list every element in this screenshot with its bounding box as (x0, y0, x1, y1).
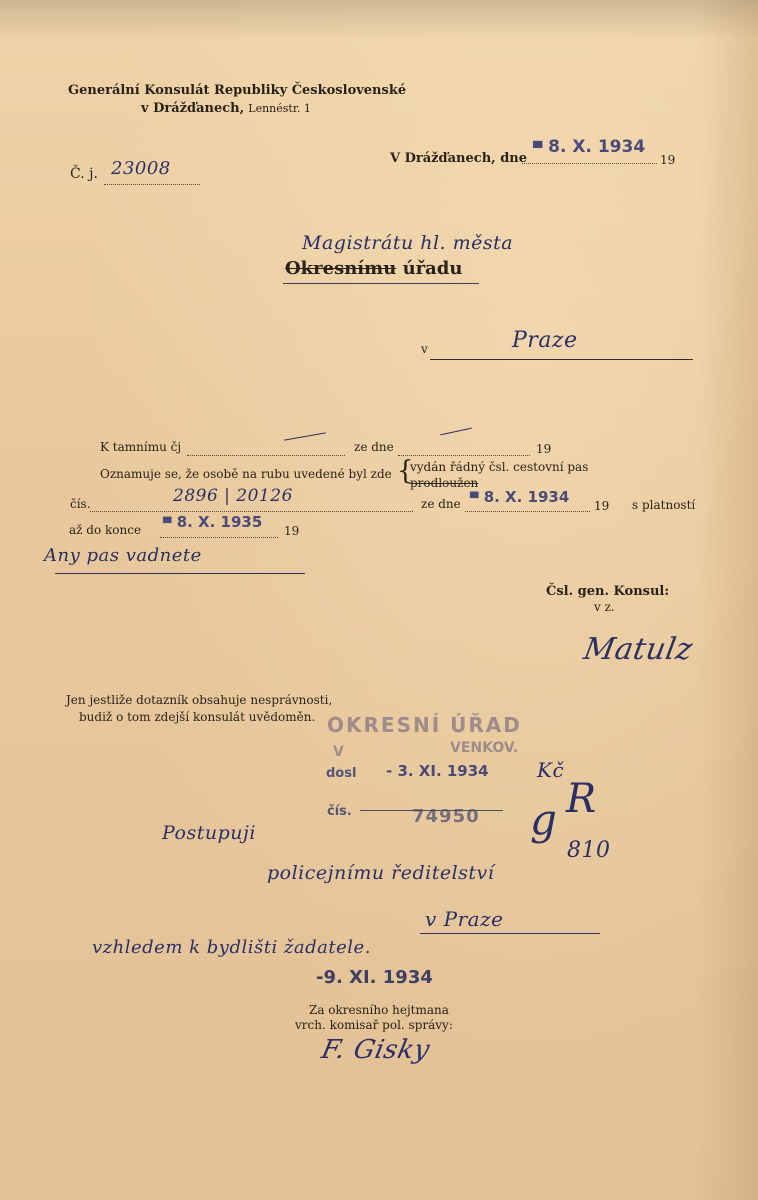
row3-validity: s platností (632, 498, 696, 512)
recipient-city: Praze (512, 328, 578, 353)
forward-line2: policejnímu ředitelství (267, 862, 495, 884)
date-place-label (390, 151, 527, 166)
row4-dots (160, 537, 278, 538)
row2-opt2: prodloužen (410, 476, 479, 490)
office-stamp-hand-r: R (566, 776, 597, 822)
recipient-printed-office (285, 258, 462, 279)
letterhead-street: Lennéstr. 1 (248, 102, 311, 115)
recipient-v-label: v (421, 342, 428, 356)
row3-cis: čís. (70, 497, 91, 511)
office-stamp-hand-810: 810 (567, 838, 611, 863)
office-stamp-cis-line (360, 810, 503, 811)
row4-year: 19 (284, 524, 300, 538)
handwritten-note-underline (55, 573, 305, 574)
row1-dash-a (284, 432, 326, 440)
recipient-struck-word: Okresnímu (285, 258, 397, 279)
date-place-text: V Drážďanech, dne (390, 151, 528, 166)
row3-number: 2896 | 20126 (173, 486, 293, 506)
forward-role: vrch. komisař pol. správy: (295, 1018, 453, 1032)
torn-top-edge (0, 0, 758, 40)
office-stamp-line2b: VENKOV. (450, 740, 519, 756)
forward-signature: F. Gisky (318, 1035, 433, 1065)
note-line1: Jen jestliže dotazník obsahuje nesprávnosti, (66, 693, 333, 707)
date-dots (522, 163, 657, 164)
row1-dots (187, 455, 345, 456)
row1-label: K tamnímu čj (100, 440, 182, 454)
office-stamp-line2a: V (333, 744, 344, 760)
letterhead-line1: Generální Konsulát Republiky Československé (68, 83, 407, 98)
consul-vz: v z. (594, 600, 615, 614)
forward-line3: v Praze (425, 907, 504, 931)
row3-stamp: ▀ 8. X. 1934 (470, 488, 570, 506)
handwritten-note: Any pas vadnete (44, 545, 202, 566)
row4-label: až do konce (69, 523, 142, 537)
office-stamp-dosl-label: dosl (326, 766, 357, 781)
date-stamp: ▀ 8. X. 1934 (533, 137, 646, 157)
row3-dne: ze dne (421, 497, 461, 511)
consul-signature: Matulz (580, 632, 696, 667)
note-line2: budiž o tom zdejší konsulát uvědoměn. (79, 710, 316, 724)
letterhead-city: v Drážďanech, (141, 101, 245, 116)
recipient-handwritten-office: Magistrátu hl. města (302, 232, 514, 254)
row3-year: 19 (594, 499, 610, 513)
row1-dne: ze dne (354, 440, 394, 454)
recipient-underline (283, 283, 479, 284)
row2-text: Oznamuje se, že osobě na rubu uvedené byl zde (100, 467, 392, 481)
forward-line1: Postupuji (162, 822, 256, 844)
row4-stamp: ▀ 8. X. 1935 (163, 513, 263, 531)
recipient-city-line (430, 359, 693, 360)
row3-stamp-text: 8. X. 1934 (483, 488, 570, 506)
recipient-office-word: úřadu (402, 258, 463, 279)
office-stamp-line1: OKRESNÍ ÚŘAD (327, 713, 522, 737)
row1-year: 19 (536, 442, 552, 456)
letterhead-line2 (141, 101, 311, 116)
row1-dash-b (440, 428, 472, 436)
date-year-suffix: 19 (660, 153, 676, 167)
consul-title: Čsl. gen. Konsul: (546, 584, 670, 599)
office-stamp-cis-number: 74950 (412, 806, 480, 827)
ref-underline (104, 184, 200, 185)
row3-dots-2 (465, 511, 590, 512)
row4-stamp-text: 8. X. 1935 (176, 513, 263, 531)
forward-date: -9. XI. 1934 (316, 967, 433, 988)
office-stamp-cis-label: čís. (327, 804, 352, 819)
date-stamp-text: 8. X. 1934 (548, 137, 646, 157)
office-stamp-kc: Kč (537, 758, 565, 782)
row2-opt1: vydán řádný čsl. cestovní pas (410, 460, 589, 474)
row2-brace: { (397, 456, 414, 486)
aged-right-edge (698, 0, 758, 1200)
forward-for-whom: Za okresního hejtmana (309, 1003, 449, 1017)
row3-dots (90, 511, 413, 512)
row1-dots-2 (398, 455, 530, 456)
forward-line4: vzhledem k bydlišti žadatele. (92, 937, 371, 958)
ref-number: 23008 (111, 158, 171, 179)
office-stamp-dosl-date: - 3. XI. 1934 (386, 762, 489, 780)
ref-label: Č. j. (70, 166, 98, 182)
office-stamp-hand-g: g (530, 795, 558, 844)
forward-line3-underline (420, 933, 600, 934)
